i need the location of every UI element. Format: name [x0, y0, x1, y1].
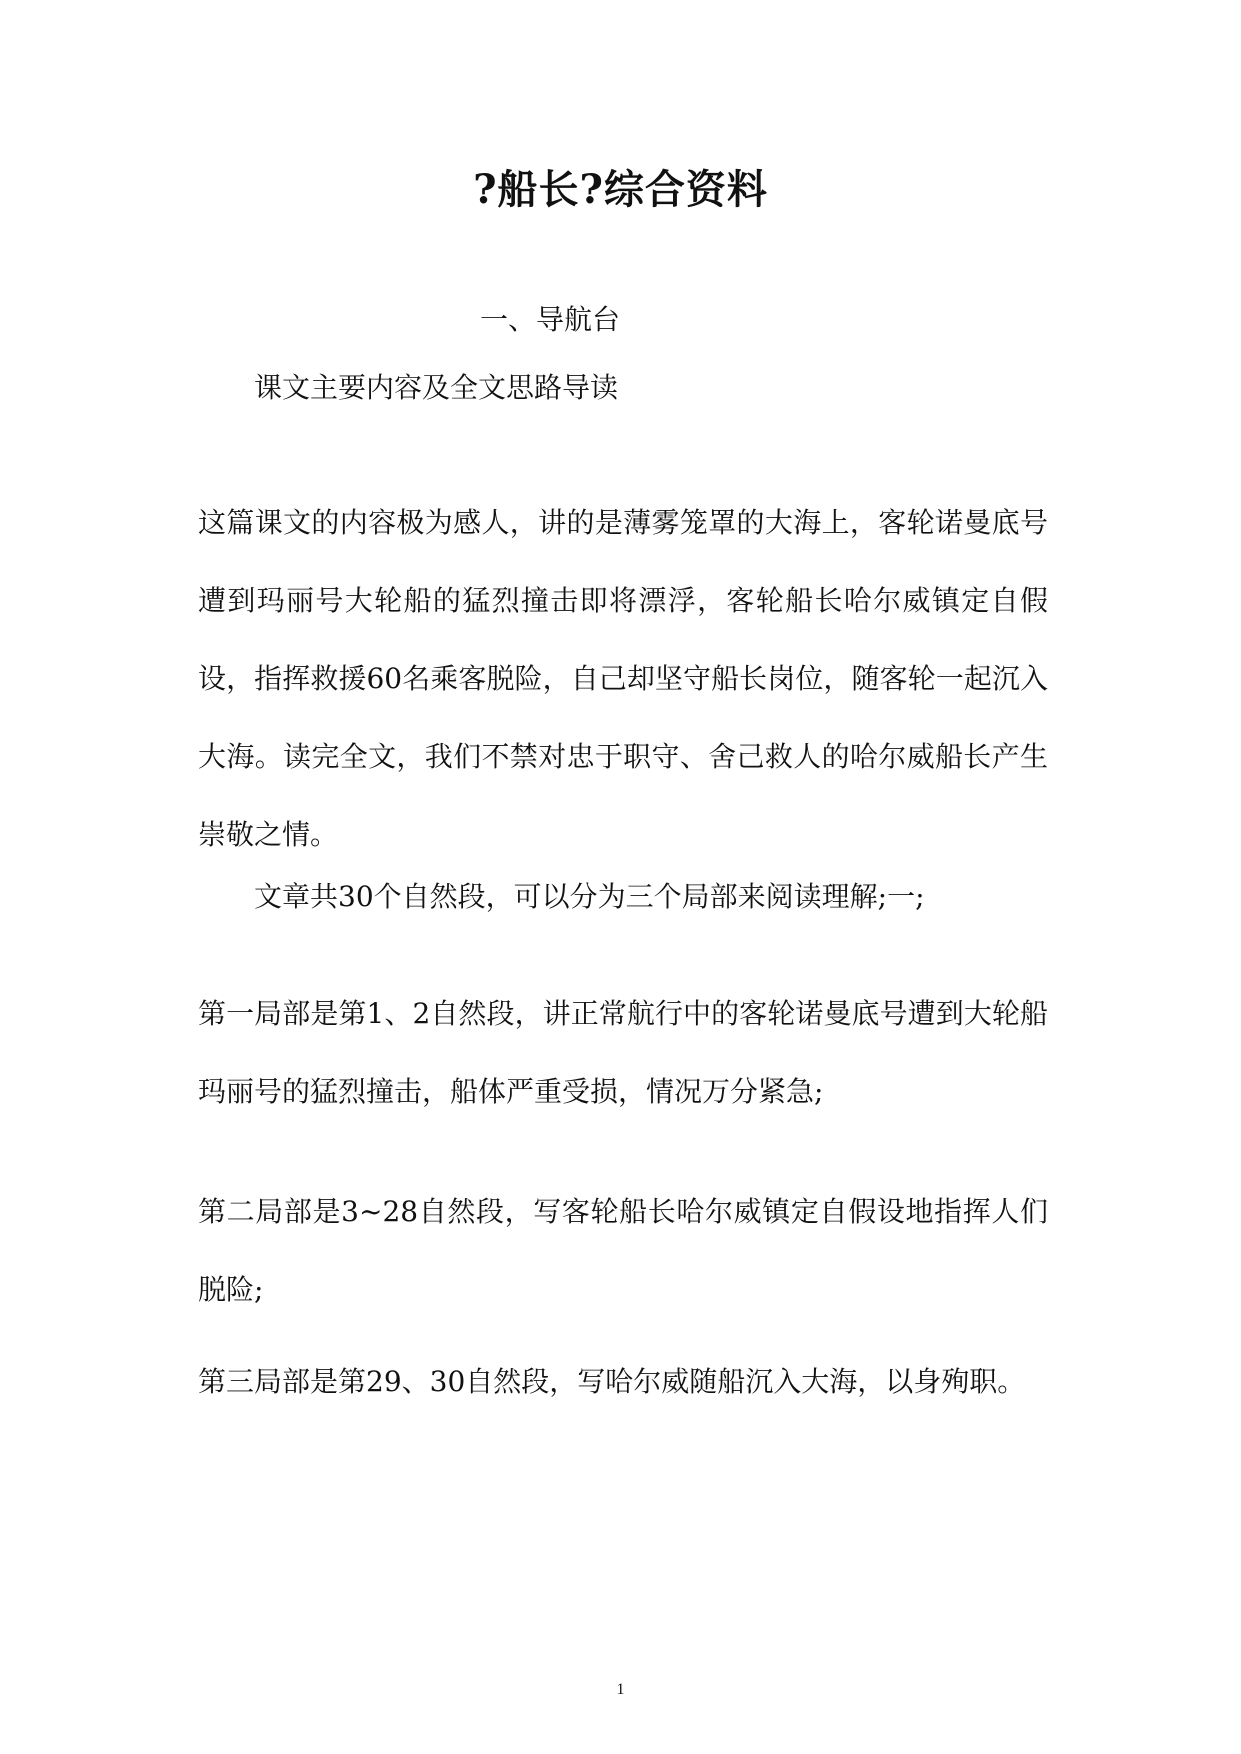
page-number: 1 — [616, 1681, 625, 1698]
paragraph-part-one: 第一局部是第1、2自然段，讲正常航行中的客轮诺曼底号遭到大轮船玛丽号的猛烈撞击，船体严重受损，情况万分紧急; — [198, 997, 1048, 1108]
section-heading: 一、导航台 — [480, 303, 621, 336]
paragraph-part-two: 第二局部是3~28自然段，写客轮船长哈尔威镇定自假设地指挥人们脱险; — [198, 1195, 1048, 1306]
subheading: 课文主要内容及全文思路导读 — [254, 371, 619, 404]
paragraph-structure: 文章共30个自然段，可以分为三个局部来阅读理解;一; — [254, 880, 925, 913]
document-title: ?船长?综合资料 — [473, 166, 768, 213]
paragraph-summary: 这篇课文的内容极为感人，讲的是薄雾笼罩的大海上，客轮诺曼底号遭到玛丽号大轮船的猛烈撞击即将漂浮，客轮船长哈尔威镇定自假设，指挥救援60名乘客脱险，自己却坚守船长岗位，随客轮一起沉入大海。读完全文，我们不禁对忠于职守、舍己救人的哈尔威船长产生崇敬之情。 — [198, 506, 1048, 851]
paragraph-part-three: 第三局部是第29、30自然段，写哈尔威随船沉入大海，以身殉职。 — [198, 1365, 1026, 1398]
